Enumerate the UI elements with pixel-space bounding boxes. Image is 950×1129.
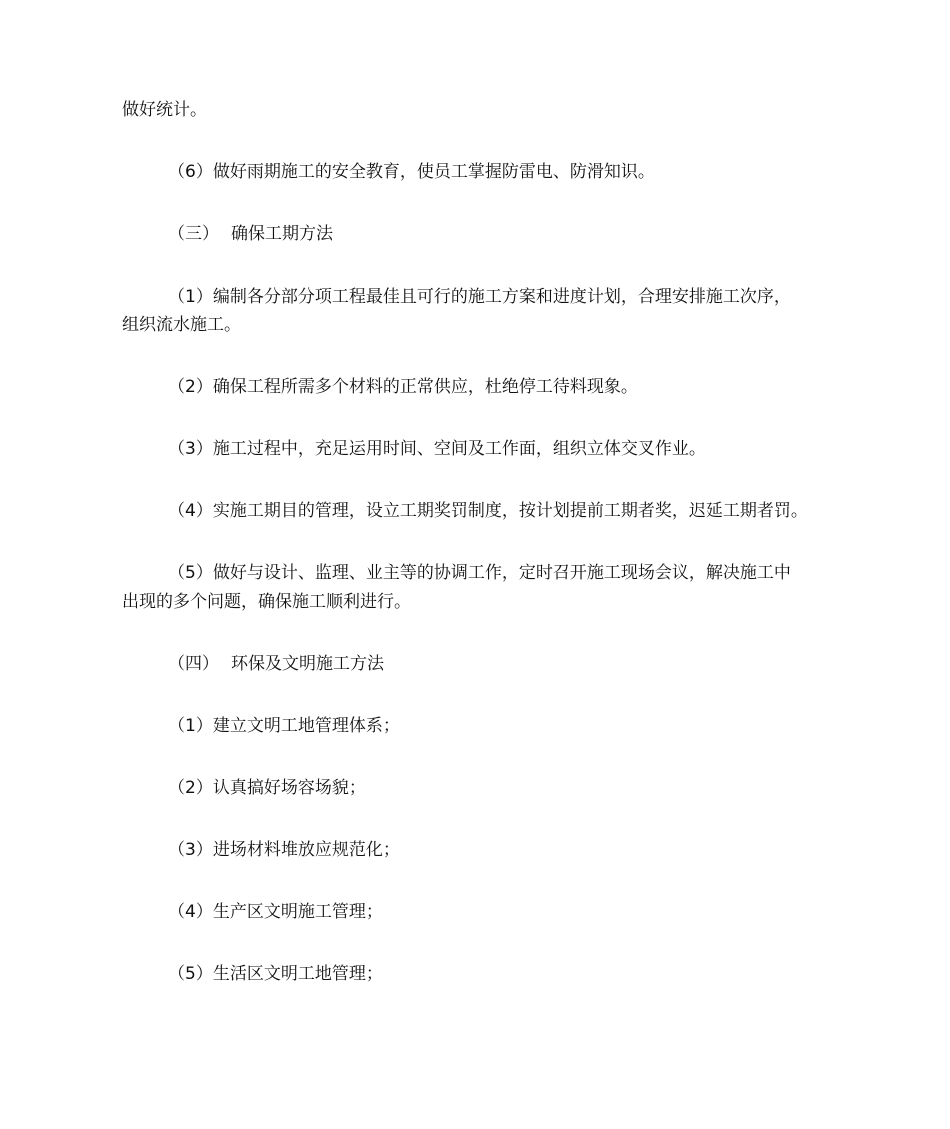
list-item-5: （5）生活区文明工地管理； xyxy=(168,964,383,984)
paragraph-item-6: （6）做好雨期施工的安全教育，使员工掌握防雷电、防滑知识。 xyxy=(168,162,655,182)
section-heading-title: 确保工期方法 xyxy=(231,224,333,244)
paragraph-item-1-line1: （1）编制各分部分项工程最佳且可行的施工方案和进度计划，合理安排施工次序， xyxy=(168,287,791,307)
section-heading-number: （四） xyxy=(168,654,219,674)
list-item-1: （1）建立文明工地管理体系； xyxy=(168,716,400,736)
section-heading-3 xyxy=(168,220,333,248)
paragraph-item-5-line2: 出现的多个问题，确保施工顺利进行。 xyxy=(122,592,411,612)
paragraph-item-3: （3）施工过程中，充足运用时间、空间及工作面，组织立体交叉作业。 xyxy=(168,439,706,459)
list-item-3: （3）进场材料堆放应规范化； xyxy=(168,840,400,860)
list-item-4: （4）生产区文明施工管理； xyxy=(168,902,383,922)
list-item-2: （2）认真搞好场容场貌； xyxy=(168,778,366,798)
section-heading-number: （三） xyxy=(168,224,219,244)
paragraph-item-5-line1: （5）做好与设计、监理、业主等的协调工作，定时召开施工现场会议，解决施工中 xyxy=(168,563,791,583)
section-heading-title: 环保及文明施工方法 xyxy=(231,654,384,674)
paragraph-continuation: 做好统计。 xyxy=(122,100,207,120)
section-heading-4 xyxy=(168,650,384,678)
paragraph-item-2: （2）确保工程所需多个材料的正常供应，杜绝停工待料现象。 xyxy=(168,377,638,397)
paragraph-item-1-line2: 组织流水施工。 xyxy=(122,315,241,335)
paragraph-item-4: （4）实施工期目的管理，设立工期奖罚制度，按计划提前工期者奖，迟延工期者罚。 xyxy=(168,501,808,521)
